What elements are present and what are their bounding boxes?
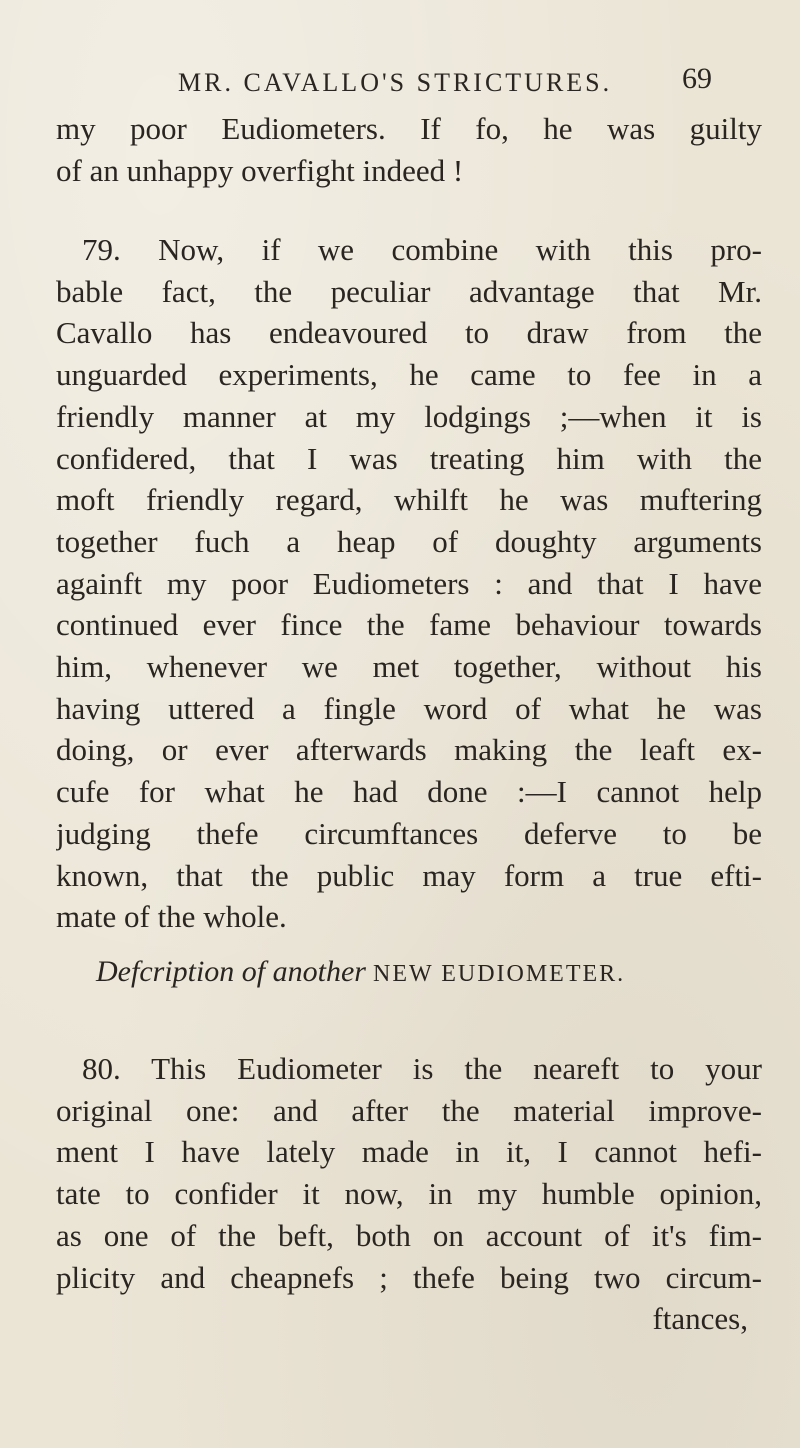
paragraph-79 — [56, 229, 762, 938]
text-line: bable fact, the peculiar advantage that Mr. — [56, 273, 762, 309]
text-line: as one of the beft, both on account of it's fim- — [56, 1217, 762, 1253]
text-line: moft friendly regard, whilft he was muftering — [56, 482, 762, 518]
paragraph-continuation — [56, 108, 762, 191]
section-heading — [96, 955, 776, 989]
text-line: 80. This Eudiometer is the neareft to your — [82, 1051, 762, 1086]
text-line: plicity and cheapnefs ; thefe being two circum- — [56, 1259, 762, 1295]
text-line: continued ever fince the fame behaviour towards — [56, 607, 762, 643]
text-line: 79. Now, if we combine with this pro- — [82, 232, 762, 267]
text-line: original one: and after the material improve- — [56, 1092, 762, 1128]
text-line: having uttered a fingle word of what he was — [56, 690, 762, 726]
page-number: 69 — [682, 62, 712, 95]
text-line: my poor Eudiometers. If fo, he was guilty — [56, 111, 762, 146]
text-line: unguarded experiments, he came to fee in a — [56, 357, 762, 393]
section-heading-caps: NEW EUDIOMETER. — [372, 961, 626, 987]
text-line: mate of the whole. — [56, 899, 287, 935]
text-line: judging thefe circumftances deferve to be — [56, 815, 762, 851]
catchword: ftances, — [652, 1301, 748, 1337]
text-line: doing, or ever afterwards making the leaft ex- — [56, 732, 762, 768]
text-line: tate to confider it now, in my humble opinion, — [56, 1176, 762, 1212]
text-line: Cavallo has endeavoured to draw from the — [56, 315, 762, 351]
text-line: ment I have lately made in it, I cannot hefi- — [56, 1134, 762, 1170]
text-line: confidered, that I was treating him with the — [56, 440, 762, 476]
paragraph-80 — [56, 1048, 762, 1340]
text-line: him, whenever we met together, without his — [56, 649, 762, 685]
text-line: friendly manner at my lodgings ;—when it is — [56, 398, 762, 434]
text-line: of an unhappy overfight indeed ! — [56, 152, 464, 188]
text-line: together fuch a heap of doughty arguments — [56, 523, 762, 559]
section-heading-italic: Defcription of another — [96, 955, 366, 988]
text-line: known, that the public may form a true efti- — [56, 857, 762, 893]
text-line: againft my poor Eudiometers : and that I have — [56, 565, 762, 601]
running-head: MR. CAVALLO'S STRICTURES. — [178, 68, 613, 97]
text-line: cufe for what he had done :—I cannot help — [56, 774, 762, 810]
